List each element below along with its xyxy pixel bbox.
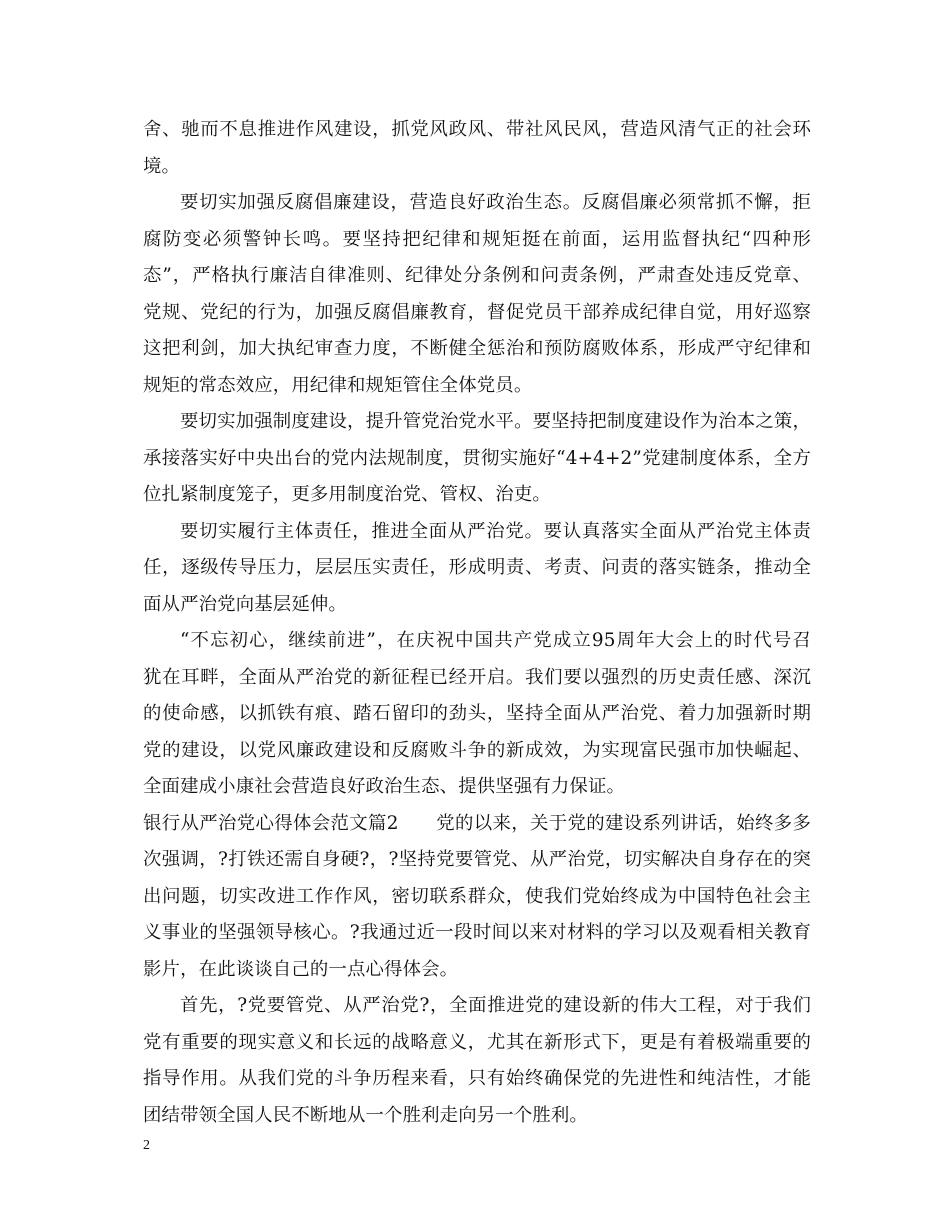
text-line: 影片，在此谈谈自己的一点心得体会。 — [143, 958, 459, 980]
document-body — [143, 112, 811, 1134]
text-line: 党规、党纪的行为，加强反腐倡廉教育，督促党员干部养成纪律自觉，用好巡察 — [143, 301, 811, 323]
text-line: 要切实加强反腐倡廉建设，营造良好政治生态。反腐倡廉必须常抓不懈，拒 — [180, 192, 811, 213]
text-line: 指导作用。从我们党的斗争历程来看，只有始终确保党的先进性和纯洁性，才能 — [143, 1068, 811, 1089]
text-line: 承接落实好中央出台的党内法规制度，贯彻实施好“4+4+2”党建制度体系，全方 — [143, 447, 811, 469]
text-line: 党的建设，以党风廉政建设和反腐败斗争的新成效，为实现富民强市加快崛起、 — [143, 739, 811, 761]
text-line: 次强调，?打铁还需自身硬?，?坚持党要管党、从严治党，切实解决自身存在的突 — [143, 849, 811, 870]
text-line: “不忘初心，继续前进”，在庆祝中国共产党成立95周年大会上的时代号召 — [180, 630, 811, 651]
text-line: 的使命感，以抓铁有痕、踏石留印的劲头，坚持全面从严治党、着力加强新时期 — [143, 703, 811, 724]
text-line: 境。 — [143, 155, 181, 177]
text-line: 全面建成小康社会营造良好政治生态、提供坚强有力保证。 — [143, 776, 626, 797]
text-line: 义事业的坚强领导核心。?我通过近一段时间以来对材料的学习以及观看相关教育 — [143, 922, 811, 943]
text-line: 党有重要的现实意义和长远的战略意义，尤其在新形式下，更是有着极端重要的 — [143, 1031, 811, 1053]
text-line: 规矩的常态效应，用纪律和规矩管住全体党员。 — [143, 374, 533, 396]
text-line: 任，逐级传导压力，层层压实责任，形成明责、考责、问责的落实链条，推动全 — [143, 557, 811, 578]
text-line: 腐防变必须警钟长鸣。要坚持把纪律和规矩挺在前面，运用监督执纪“四种形 — [143, 228, 811, 250]
text-line: 犹在耳畔，全面从严治党的新征程已经开启。我们要以强烈的历史责任感、深沉 — [143, 666, 811, 688]
text-line: 位扎紧制度笼子，更多用制度治党、管权、治吏。 — [143, 484, 551, 505]
text-line: 面从严治党向基层延伸。 — [143, 593, 347, 615]
text-line: 出问题，切实改进工作作风，密切联系群众，使我们党始终成为中国特色社会主 — [143, 885, 811, 907]
page-number: 2 — [143, 1138, 150, 1153]
text-line: 舍、驰而不息推进作风建设，抓党风政风、带社风民风，营造风清气正的社会环 — [143, 119, 811, 140]
text-line: 首先，?党要管党、从严治党?，全面推进党的建设新的伟大工程，对于我们 — [180, 995, 811, 1016]
text-line: 银行从严治党心得体会范文篇2 党的以来，关于党的建设系列讲话，始终多多 — [143, 812, 811, 834]
text-line: 态”，严格执行廉洁自律准则、纪律处分条例和问责条例，严肃查处违反党章、 — [143, 265, 811, 286]
text-line: 要切实履行主体责任，推进全面从严治党。要认真落实全面从严治党主体责 — [180, 520, 811, 542]
text-line: 要切实加强制度建设，提升管党治党水平。要坚持把制度建设作为治本之策， — [180, 411, 811, 432]
text-line: 这把利剑，加大执纪审查力度，不断健全惩治和预防腐败体系，形成严守纪律和 — [143, 338, 811, 359]
text-line: 团结带领全国人民不断地从一个胜利走向另一个胜利。 — [143, 1104, 588, 1126]
